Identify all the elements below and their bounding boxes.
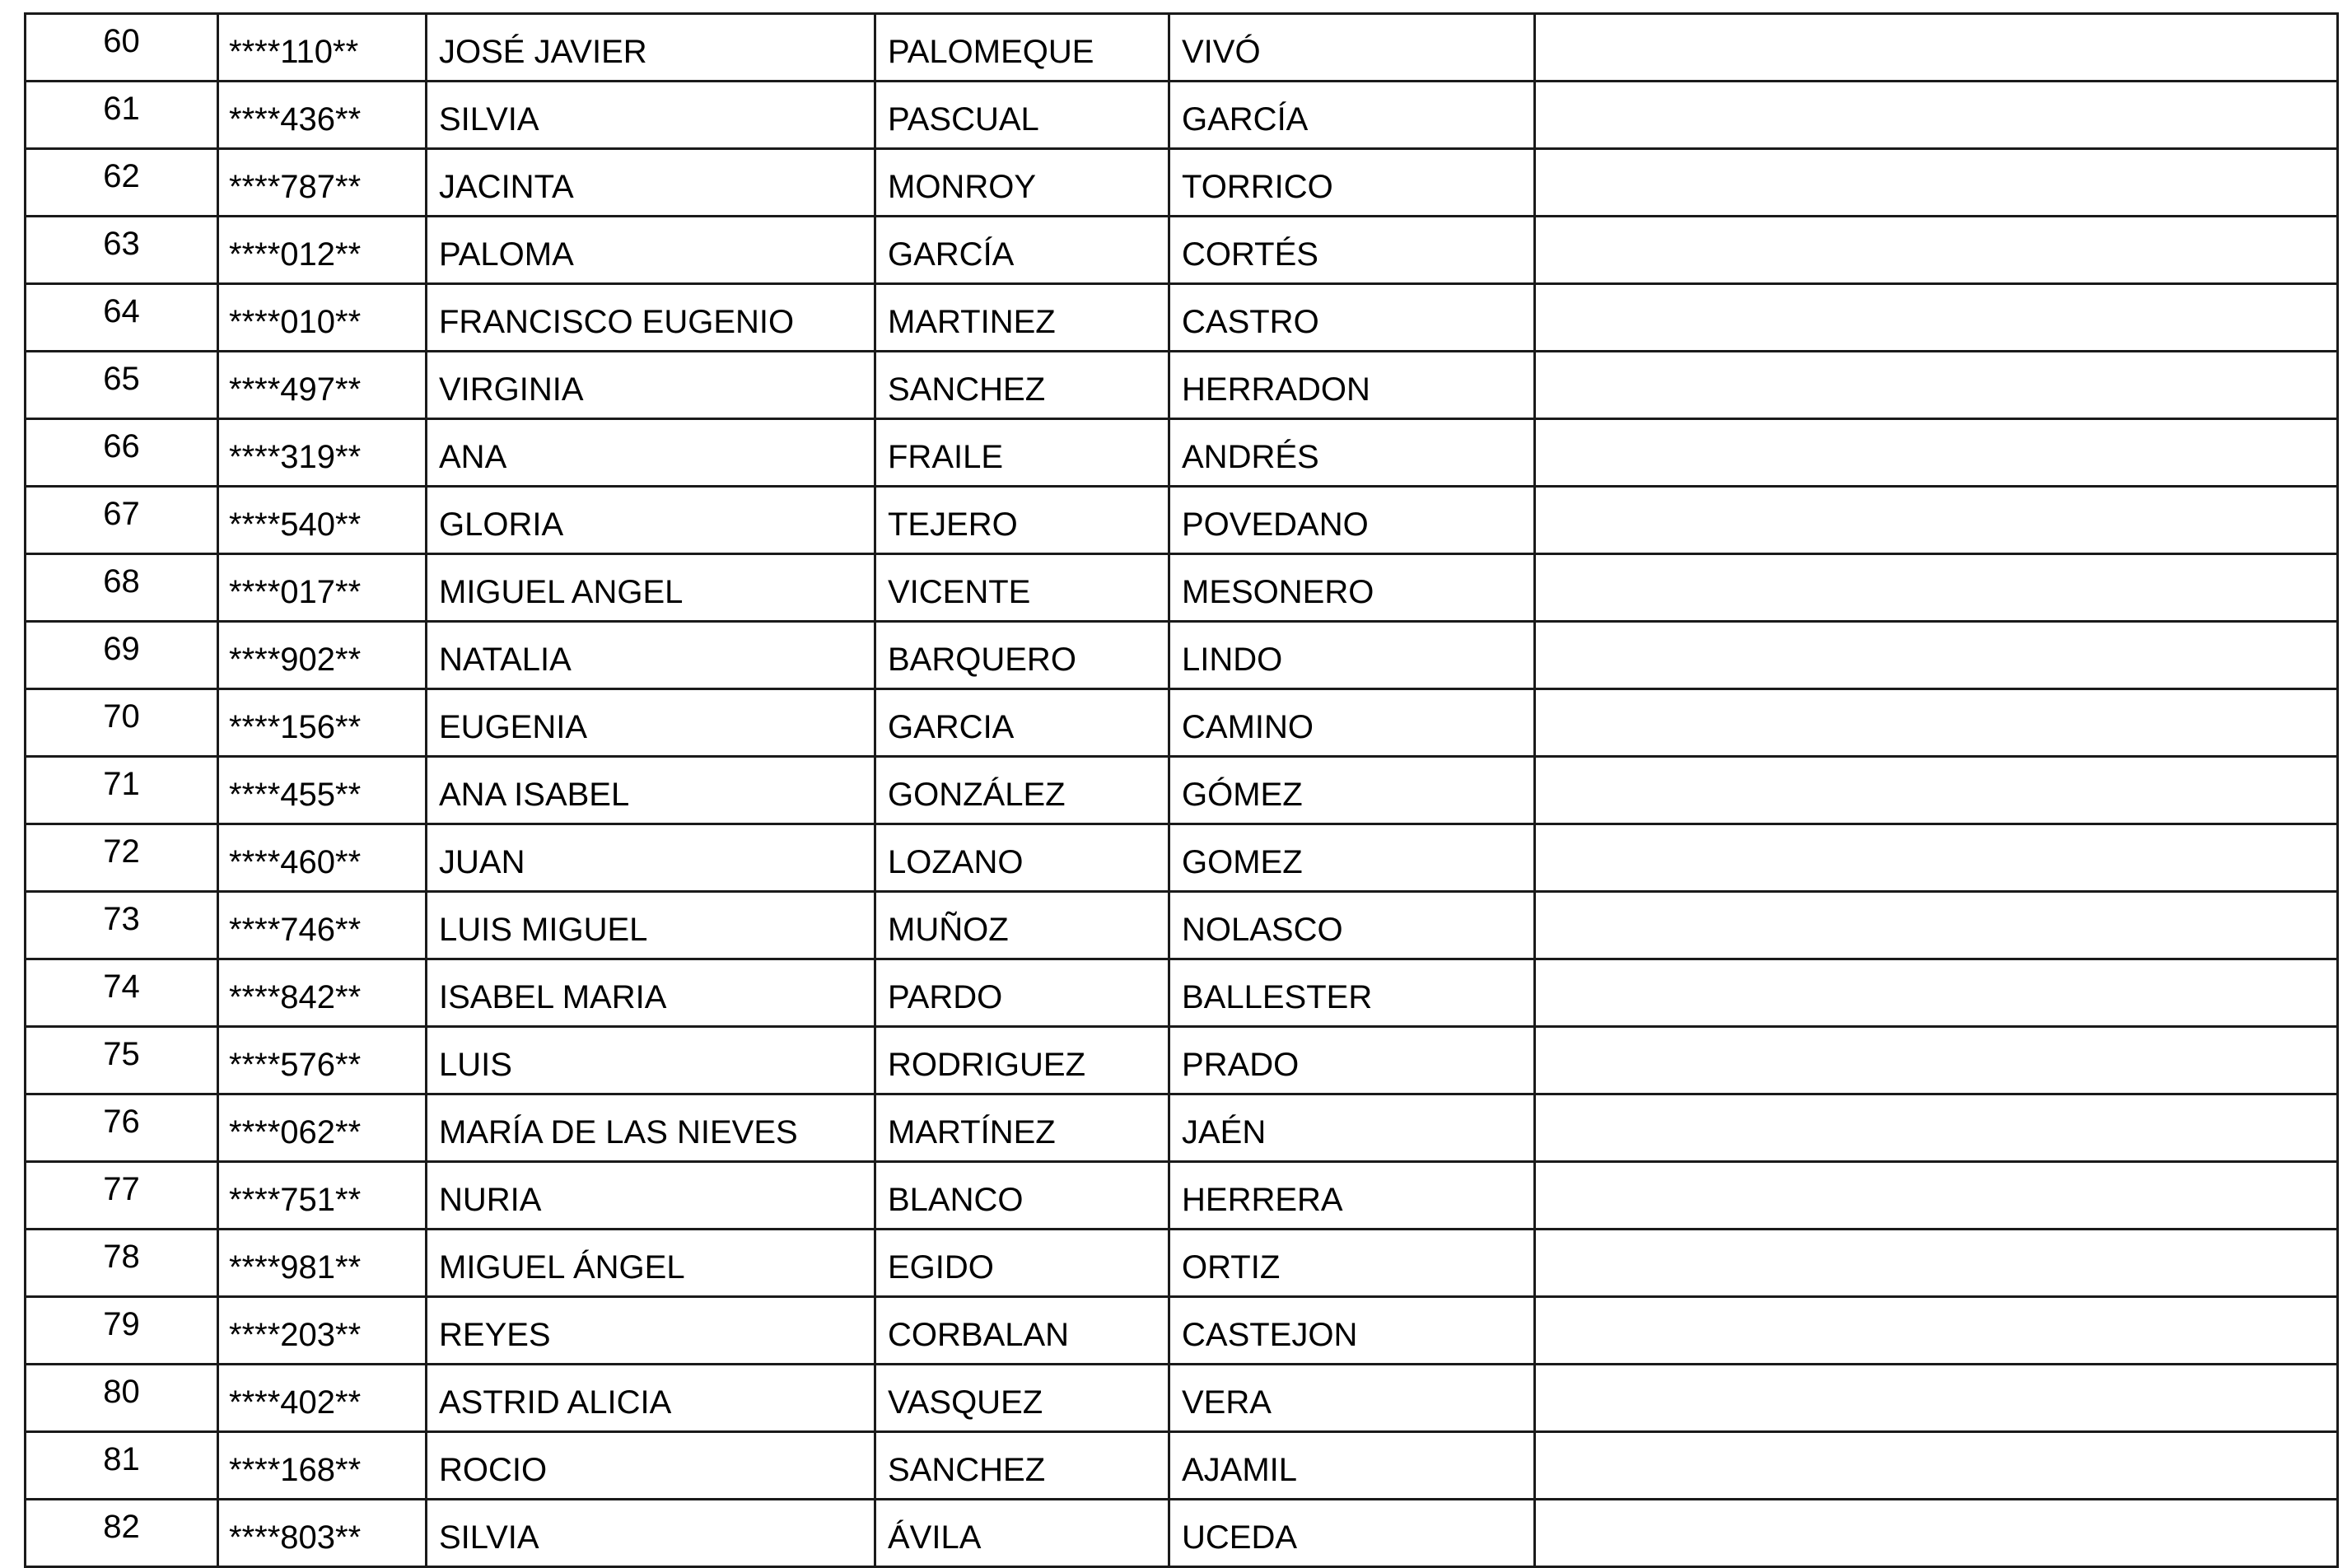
first-surname: FRAILE	[875, 419, 1169, 487]
empty-cell	[1535, 487, 2338, 554]
empty-cell	[1535, 757, 2338, 824]
empty-cell	[1535, 1230, 2338, 1297]
masked-id: ****455**	[218, 757, 427, 824]
row-number: 61	[26, 82, 218, 149]
empty-cell	[1535, 1365, 2338, 1432]
first-surname: BARQUERO	[875, 622, 1169, 689]
table-row	[26, 1027, 2338, 1094]
masked-id: ****168**	[218, 1432, 427, 1500]
empty-cell	[1535, 1432, 2338, 1500]
first-name: MIGUEL ANGEL	[427, 554, 875, 622]
first-name: REYES	[427, 1297, 875, 1365]
first-surname: GARCÍA	[875, 217, 1169, 284]
table-row	[26, 284, 2338, 352]
table-row	[26, 1297, 2338, 1365]
table-row	[26, 1094, 2338, 1162]
first-surname: VICENTE	[875, 554, 1169, 622]
second-surname: TORRICO	[1169, 149, 1535, 217]
first-name: ISABEL MARIA	[427, 959, 875, 1027]
first-name: VIRGINIA	[427, 352, 875, 419]
first-surname: PASCUAL	[875, 82, 1169, 149]
second-surname: VERA	[1169, 1365, 1535, 1432]
first-surname: RODRIGUEZ	[875, 1027, 1169, 1094]
first-surname: MONROY	[875, 149, 1169, 217]
first-surname: SANCHEZ	[875, 1432, 1169, 1500]
first-name: FRANCISCO EUGENIO	[427, 284, 875, 352]
row-number: 74	[26, 959, 218, 1027]
empty-cell	[1535, 14, 2338, 82]
second-surname: HERRADON	[1169, 352, 1535, 419]
first-name: ROCIO	[427, 1432, 875, 1500]
second-surname: CASTRO	[1169, 284, 1535, 352]
first-surname: PARDO	[875, 959, 1169, 1027]
masked-id: ****012**	[218, 217, 427, 284]
table-row	[26, 1500, 2338, 1567]
row-number: 63	[26, 217, 218, 284]
row-number: 81	[26, 1432, 218, 1500]
row-number: 67	[26, 487, 218, 554]
first-surname: MUÑOZ	[875, 892, 1169, 959]
row-number: 79	[26, 1297, 218, 1365]
roster-table-body	[26, 14, 2338, 1567]
row-number: 64	[26, 284, 218, 352]
table-row	[26, 82, 2338, 149]
first-surname: TEJERO	[875, 487, 1169, 554]
row-number: 82	[26, 1500, 218, 1567]
first-name: ANA	[427, 419, 875, 487]
first-surname: GONZÁLEZ	[875, 757, 1169, 824]
second-surname: GARCÍA	[1169, 82, 1535, 149]
masked-id: ****010**	[218, 284, 427, 352]
first-name: LUIS	[427, 1027, 875, 1094]
second-surname: CORTÉS	[1169, 217, 1535, 284]
first-name: GLORIA	[427, 487, 875, 554]
table-row	[26, 149, 2338, 217]
row-number: 68	[26, 554, 218, 622]
first-name: SILVIA	[427, 1500, 875, 1567]
masked-id: ****402**	[218, 1365, 427, 1432]
first-name: MARÍA DE LAS NIEVES	[427, 1094, 875, 1162]
table-row	[26, 1432, 2338, 1500]
masked-id: ****842**	[218, 959, 427, 1027]
table-row	[26, 1230, 2338, 1297]
first-surname: LOZANO	[875, 824, 1169, 892]
masked-id: ****203**	[218, 1297, 427, 1365]
empty-cell	[1535, 217, 2338, 284]
first-surname: PALOMEQUE	[875, 14, 1169, 82]
second-surname: AJAMIL	[1169, 1432, 1535, 1500]
first-name: SILVIA	[427, 82, 875, 149]
empty-cell	[1535, 284, 2338, 352]
row-number: 62	[26, 149, 218, 217]
table-row	[26, 419, 2338, 487]
first-surname: MARTINEZ	[875, 284, 1169, 352]
empty-cell	[1535, 1094, 2338, 1162]
empty-cell	[1535, 419, 2338, 487]
masked-id: ****540**	[218, 487, 427, 554]
empty-cell	[1535, 892, 2338, 959]
roster-table	[24, 12, 2339, 1568]
masked-id: ****497**	[218, 352, 427, 419]
first-surname: GARCIA	[875, 689, 1169, 757]
second-surname: PRADO	[1169, 1027, 1535, 1094]
masked-id: ****110**	[218, 14, 427, 82]
empty-cell	[1535, 1297, 2338, 1365]
table-row	[26, 892, 2338, 959]
first-surname: EGIDO	[875, 1230, 1169, 1297]
table-row	[26, 1365, 2338, 1432]
row-number: 80	[26, 1365, 218, 1432]
second-surname: LINDO	[1169, 622, 1535, 689]
first-name: ANA ISABEL	[427, 757, 875, 824]
first-name: JACINTA	[427, 149, 875, 217]
empty-cell	[1535, 1027, 2338, 1094]
second-surname: CAMINO	[1169, 689, 1535, 757]
second-surname: NOLASCO	[1169, 892, 1535, 959]
masked-id: ****981**	[218, 1230, 427, 1297]
second-surname: JAÉN	[1169, 1094, 1535, 1162]
document-page	[24, 12, 2339, 1568]
masked-id: ****319**	[218, 419, 427, 487]
second-surname: BALLESTER	[1169, 959, 1535, 1027]
second-surname: GÓMEZ	[1169, 757, 1535, 824]
masked-id: ****017**	[218, 554, 427, 622]
row-number: 72	[26, 824, 218, 892]
empty-cell	[1535, 622, 2338, 689]
masked-id: ****803**	[218, 1500, 427, 1567]
row-number: 65	[26, 352, 218, 419]
table-row	[26, 824, 2338, 892]
second-surname: MESONERO	[1169, 554, 1535, 622]
first-name: JOSÉ JAVIER	[427, 14, 875, 82]
first-name: NURIA	[427, 1162, 875, 1230]
masked-id: ****156**	[218, 689, 427, 757]
first-surname: CORBALAN	[875, 1297, 1169, 1365]
table-row	[26, 217, 2338, 284]
second-surname: ORTIZ	[1169, 1230, 1535, 1297]
empty-cell	[1535, 149, 2338, 217]
row-number: 70	[26, 689, 218, 757]
table-row	[26, 689, 2338, 757]
masked-id: ****460**	[218, 824, 427, 892]
table-row	[26, 959, 2338, 1027]
row-number: 73	[26, 892, 218, 959]
first-name: PALOMA	[427, 217, 875, 284]
first-surname: VASQUEZ	[875, 1365, 1169, 1432]
row-number: 77	[26, 1162, 218, 1230]
first-name: ASTRID ALICIA	[427, 1365, 875, 1432]
row-number: 71	[26, 757, 218, 824]
table-row	[26, 757, 2338, 824]
row-number: 78	[26, 1230, 218, 1297]
first-name: MIGUEL ÁNGEL	[427, 1230, 875, 1297]
table-row	[26, 554, 2338, 622]
first-name: JUAN	[427, 824, 875, 892]
empty-cell	[1535, 554, 2338, 622]
empty-cell	[1535, 824, 2338, 892]
empty-cell	[1535, 1162, 2338, 1230]
masked-id: ****436**	[218, 82, 427, 149]
table-row	[26, 1162, 2338, 1230]
first-surname: SANCHEZ	[875, 352, 1169, 419]
second-surname: GOMEZ	[1169, 824, 1535, 892]
second-surname: HERRERA	[1169, 1162, 1535, 1230]
second-surname: CASTEJON	[1169, 1297, 1535, 1365]
second-surname: POVEDANO	[1169, 487, 1535, 554]
masked-id: ****062**	[218, 1094, 427, 1162]
masked-id: ****902**	[218, 622, 427, 689]
first-surname: ÁVILA	[875, 1500, 1169, 1567]
empty-cell	[1535, 1500, 2338, 1567]
masked-id: ****576**	[218, 1027, 427, 1094]
first-name: EUGENIA	[427, 689, 875, 757]
first-surname: BLANCO	[875, 1162, 1169, 1230]
first-name: LUIS MIGUEL	[427, 892, 875, 959]
table-row	[26, 352, 2338, 419]
row-number: 76	[26, 1094, 218, 1162]
row-number: 75	[26, 1027, 218, 1094]
row-number: 69	[26, 622, 218, 689]
table-row	[26, 622, 2338, 689]
masked-id: ****787**	[218, 149, 427, 217]
masked-id: ****746**	[218, 892, 427, 959]
first-name: NATALIA	[427, 622, 875, 689]
row-number: 60	[26, 14, 218, 82]
table-row	[26, 487, 2338, 554]
masked-id: ****751**	[218, 1162, 427, 1230]
first-surname: MARTÍNEZ	[875, 1094, 1169, 1162]
row-number: 66	[26, 419, 218, 487]
second-surname: ANDRÉS	[1169, 419, 1535, 487]
table-row	[26, 14, 2338, 82]
empty-cell	[1535, 82, 2338, 149]
second-surname: UCEDA	[1169, 1500, 1535, 1567]
empty-cell	[1535, 689, 2338, 757]
empty-cell	[1535, 352, 2338, 419]
empty-cell	[1535, 959, 2338, 1027]
second-surname: VIVÓ	[1169, 14, 1535, 82]
